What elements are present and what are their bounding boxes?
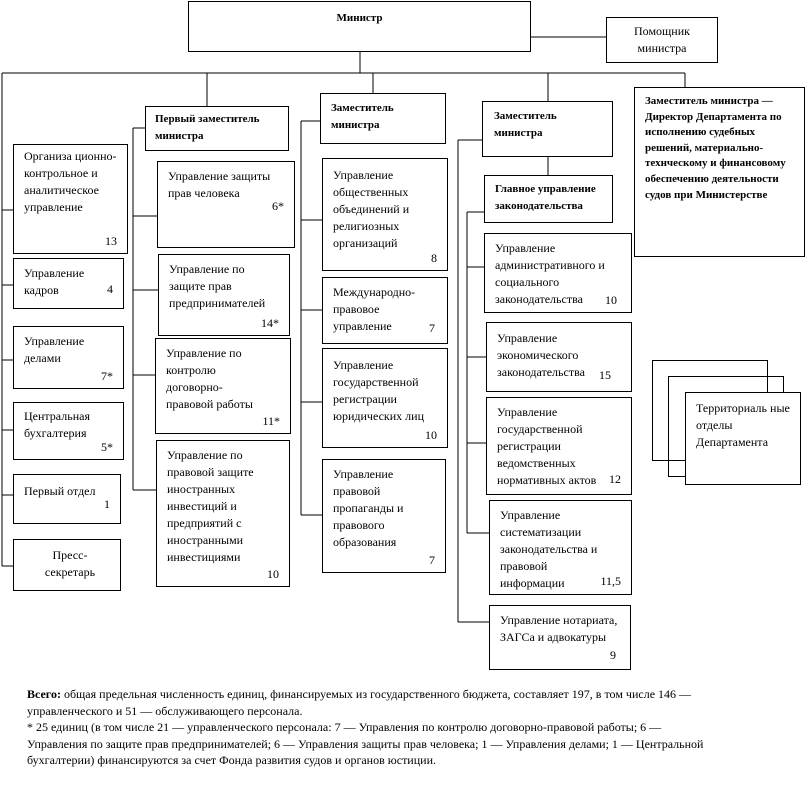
unit-label: Управление правовой пропаганды и правового образования	[333, 467, 404, 549]
unit-label: Управление систематизации законодательства и правовой информации	[500, 508, 598, 590]
unit-legal-entities-registration	[322, 348, 448, 448]
unit-legal-propaganda	[322, 459, 446, 573]
unit-normative-acts-registration	[486, 397, 632, 495]
unit-international-law	[322, 277, 448, 344]
unit-human-rights	[157, 161, 295, 248]
unit-label: Управление кадров	[24, 266, 85, 297]
unit-label: Управление государственной регистрации ведомственных нормативных актов	[497, 405, 597, 487]
footnote-total-text: общая предельная численность единиц, финансируемых из государственного бюджета, составляет 197, в том числе 146 — управленческого и 51 — обслуживающего персонала.	[27, 687, 692, 718]
unit-staff-count: 8	[431, 251, 437, 265]
unit-label: Управление нотариата, ЗАГСа и адвокатуры	[500, 613, 618, 644]
assistant-box	[606, 17, 718, 63]
unit-personnel	[13, 258, 124, 309]
main-directorate-box	[484, 175, 613, 223]
unit-staff-count: 10	[605, 293, 617, 307]
territorial-label: Территориаль ные отделы Департамента	[696, 401, 790, 449]
unit-label: Первый отдел	[24, 484, 96, 498]
unit-label: Управление защиты прав человека	[168, 169, 271, 200]
unit-entrepreneurs	[158, 254, 290, 336]
unit-label: Управление делами	[24, 334, 85, 365]
unit-contract-control	[155, 338, 291, 434]
unit-label: Центральная бухгалтерия	[24, 409, 90, 440]
footnote	[27, 686, 717, 769]
fourth-deputy-label: Заместитель министра — Директор Департамента по исполнению судебных решений, материально-технческому и финансовому обеспечению деятельности судов при Министерстве	[645, 95, 786, 201]
footnote-total-label: Всего:	[27, 687, 61, 701]
unit-staff-count: 7	[429, 553, 435, 567]
unit-press-secretary	[13, 539, 121, 591]
unit-label: Управление общественных объединений и религиозных организаций	[333, 168, 410, 250]
unit-org-control	[13, 144, 128, 254]
unit-label: Международно-правовое управление	[333, 285, 416, 333]
unit-administrative-social-law	[484, 233, 632, 313]
unit-staff-count: 11,5	[600, 574, 621, 588]
unit-staff-count: 5*	[101, 440, 113, 454]
unit-staff-count: 12	[609, 472, 621, 486]
unit-label: Организа ционно-контрольное и аналитическое управление	[24, 149, 117, 214]
first-deputy-box	[145, 106, 289, 151]
assistant-label: Помощник министра	[634, 24, 690, 55]
unit-staff-count: 7	[429, 321, 435, 335]
footnote-total	[27, 686, 717, 719]
unit-staff-count: 10	[425, 428, 437, 442]
unit-affairs	[13, 326, 124, 389]
unit-systematization	[489, 500, 632, 595]
unit-staff-count: 1	[104, 497, 110, 511]
unit-staff-count: 15	[599, 368, 611, 382]
unit-label: Управление административного и социального законодательства	[495, 241, 605, 306]
second-deputy-label: Заместитель министра	[331, 102, 394, 131]
unit-label: Управление по правовой защите иностранных инвестиций и предприятий с иностранными инвестициями	[167, 448, 254, 564]
unit-staff-count: 9	[610, 648, 616, 662]
unit-label: Управление экономического законодательства	[497, 331, 585, 379]
second-deputy-box	[320, 93, 446, 144]
unit-staff-count: 14*	[261, 316, 279, 330]
unit-label: Управление по контролю договорно-правовой работы	[166, 346, 253, 411]
unit-accounting	[13, 402, 124, 460]
footnote-note: * 25 единиц (в том числе 21 — управленческого персонала: 7 — Управления по контролю договорно-правовой работы; 6 — Управления по защите прав предпринимателей; 6 — Управления защиты прав человека; 1 — Управления делами; 1 — Центральной бухгалтерии) финансируются за счет Фонда развития судов и органов юстиции.	[27, 720, 704, 767]
unit-label: Управление по защите прав предпринимателей	[169, 262, 266, 310]
unit-staff-count: 4	[107, 282, 113, 296]
unit-staff-count: 7*	[101, 369, 113, 383]
fourth-deputy-box	[634, 87, 805, 257]
unit-staff-count: 10	[267, 567, 279, 581]
unit-label: Пресс-секретарь	[44, 548, 96, 579]
third-deputy-box	[482, 101, 613, 157]
unit-staff-count: 11*	[262, 414, 280, 428]
territorial-departments-box	[685, 392, 801, 485]
third-deputy-label: Заместитель министра	[494, 110, 557, 139]
first-deputy-label: Первый заместитель министра	[155, 113, 260, 142]
unit-notary-registry	[489, 605, 631, 670]
unit-staff-count: 6*	[272, 199, 284, 213]
minister-box	[188, 1, 531, 52]
unit-foreign-investments	[156, 440, 290, 587]
unit-staff-count: 13	[105, 234, 117, 248]
unit-first-department	[13, 474, 121, 524]
unit-economic-law	[486, 322, 632, 392]
main-directorate-label: Главное управление законодательства	[495, 183, 596, 212]
unit-public-associations	[322, 158, 448, 271]
unit-label: Управление государственной регистрации юридических лиц	[333, 358, 424, 423]
minister-label: Министр	[336, 12, 383, 24]
